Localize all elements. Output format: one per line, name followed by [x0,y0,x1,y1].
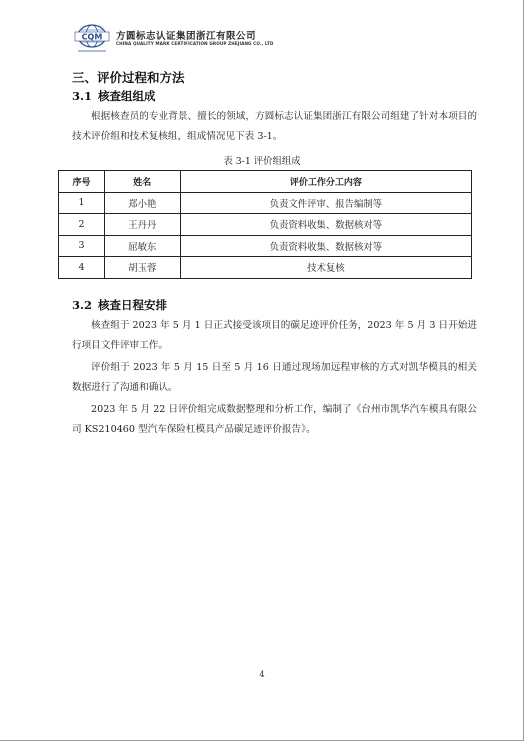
schedule-paragraph-3: 2023 年 5 月 22 日评价组完成数据整理和分析工作，编制了《台州市凯华汽车模具有限公司 KS210460 型汽车保险杠模具产品碳足迹评价报告》。 [72,404,477,435]
page-header [72,22,272,58]
company-name-cn: 方圆标志认证集团浙江有限公司 [116,31,257,42]
subsection-title: 核查日程安排 [98,298,168,312]
section-title: 三、评价过程和方法 [72,70,185,85]
table-cell: 胡玉蓉 [104,257,180,279]
schedule-paragraph-1: 核查组于 2023 年 5 月 1 日正式接受该项目的碳足迹评价任务，2023 年 5 月 3 日开始进行项目文件评审工作。 [72,320,477,351]
page-number: 4 [259,670,265,680]
company-name-en: CHINA QUALITY MARK CERTIFICATION GROUP ZHEJIANG CO., LTD [116,41,274,46]
cqm-globe-logo-icon [72,22,112,56]
subsection-number: 3.2 [72,298,93,312]
evaluation-team-table [58,170,472,279]
logo-text: CQM [81,32,103,42]
table-header-row [59,171,472,193]
subsection-title: 核查组组成 [98,89,156,103]
column-header: 姓名 [104,171,180,193]
subsection-3-2-heading [72,297,167,313]
table-row [59,214,472,236]
table-row [59,257,472,279]
table-cell: 1 [59,192,105,214]
table-caption: 表 3-1 评价组组成 [223,156,301,167]
column-header: 评价工作分工内容 [180,171,471,193]
table-cell: 技术复核 [180,257,471,279]
table-cell: 负责资料收集、数据核对等 [180,235,471,257]
schedule-paragraph-2: 评价组于 2023 年 5 月 15 日至 5 月 16 日通过现场加远程审核的方式对凯华模具的相关数据进行了沟通和确认。 [72,362,477,393]
table-row [59,235,472,257]
table-cell: 负责文件评审、报告编制等 [180,192,471,214]
table-cell: 4 [59,257,105,279]
table-cell: 3 [59,235,105,257]
table-cell: 屈敏东 [104,235,180,257]
table-row [59,192,472,214]
table-cell: 负责资料收集、数据核对等 [180,214,471,236]
table-cell: 2 [59,214,105,236]
subsection-3-1-heading [72,88,156,104]
team-paragraph: 根据核查员的专业背景、擅长的领域，方圆标志认证集团浙江有限公司组建了针对本项目的技术评价组和技术复核组，组成情况见下表 3-1。 [72,111,477,142]
column-header: 序号 [59,171,105,193]
table-cell: 郑小艳 [104,192,180,214]
table-cell: 王丹丹 [104,214,180,236]
subsection-number: 3.1 [72,89,93,103]
